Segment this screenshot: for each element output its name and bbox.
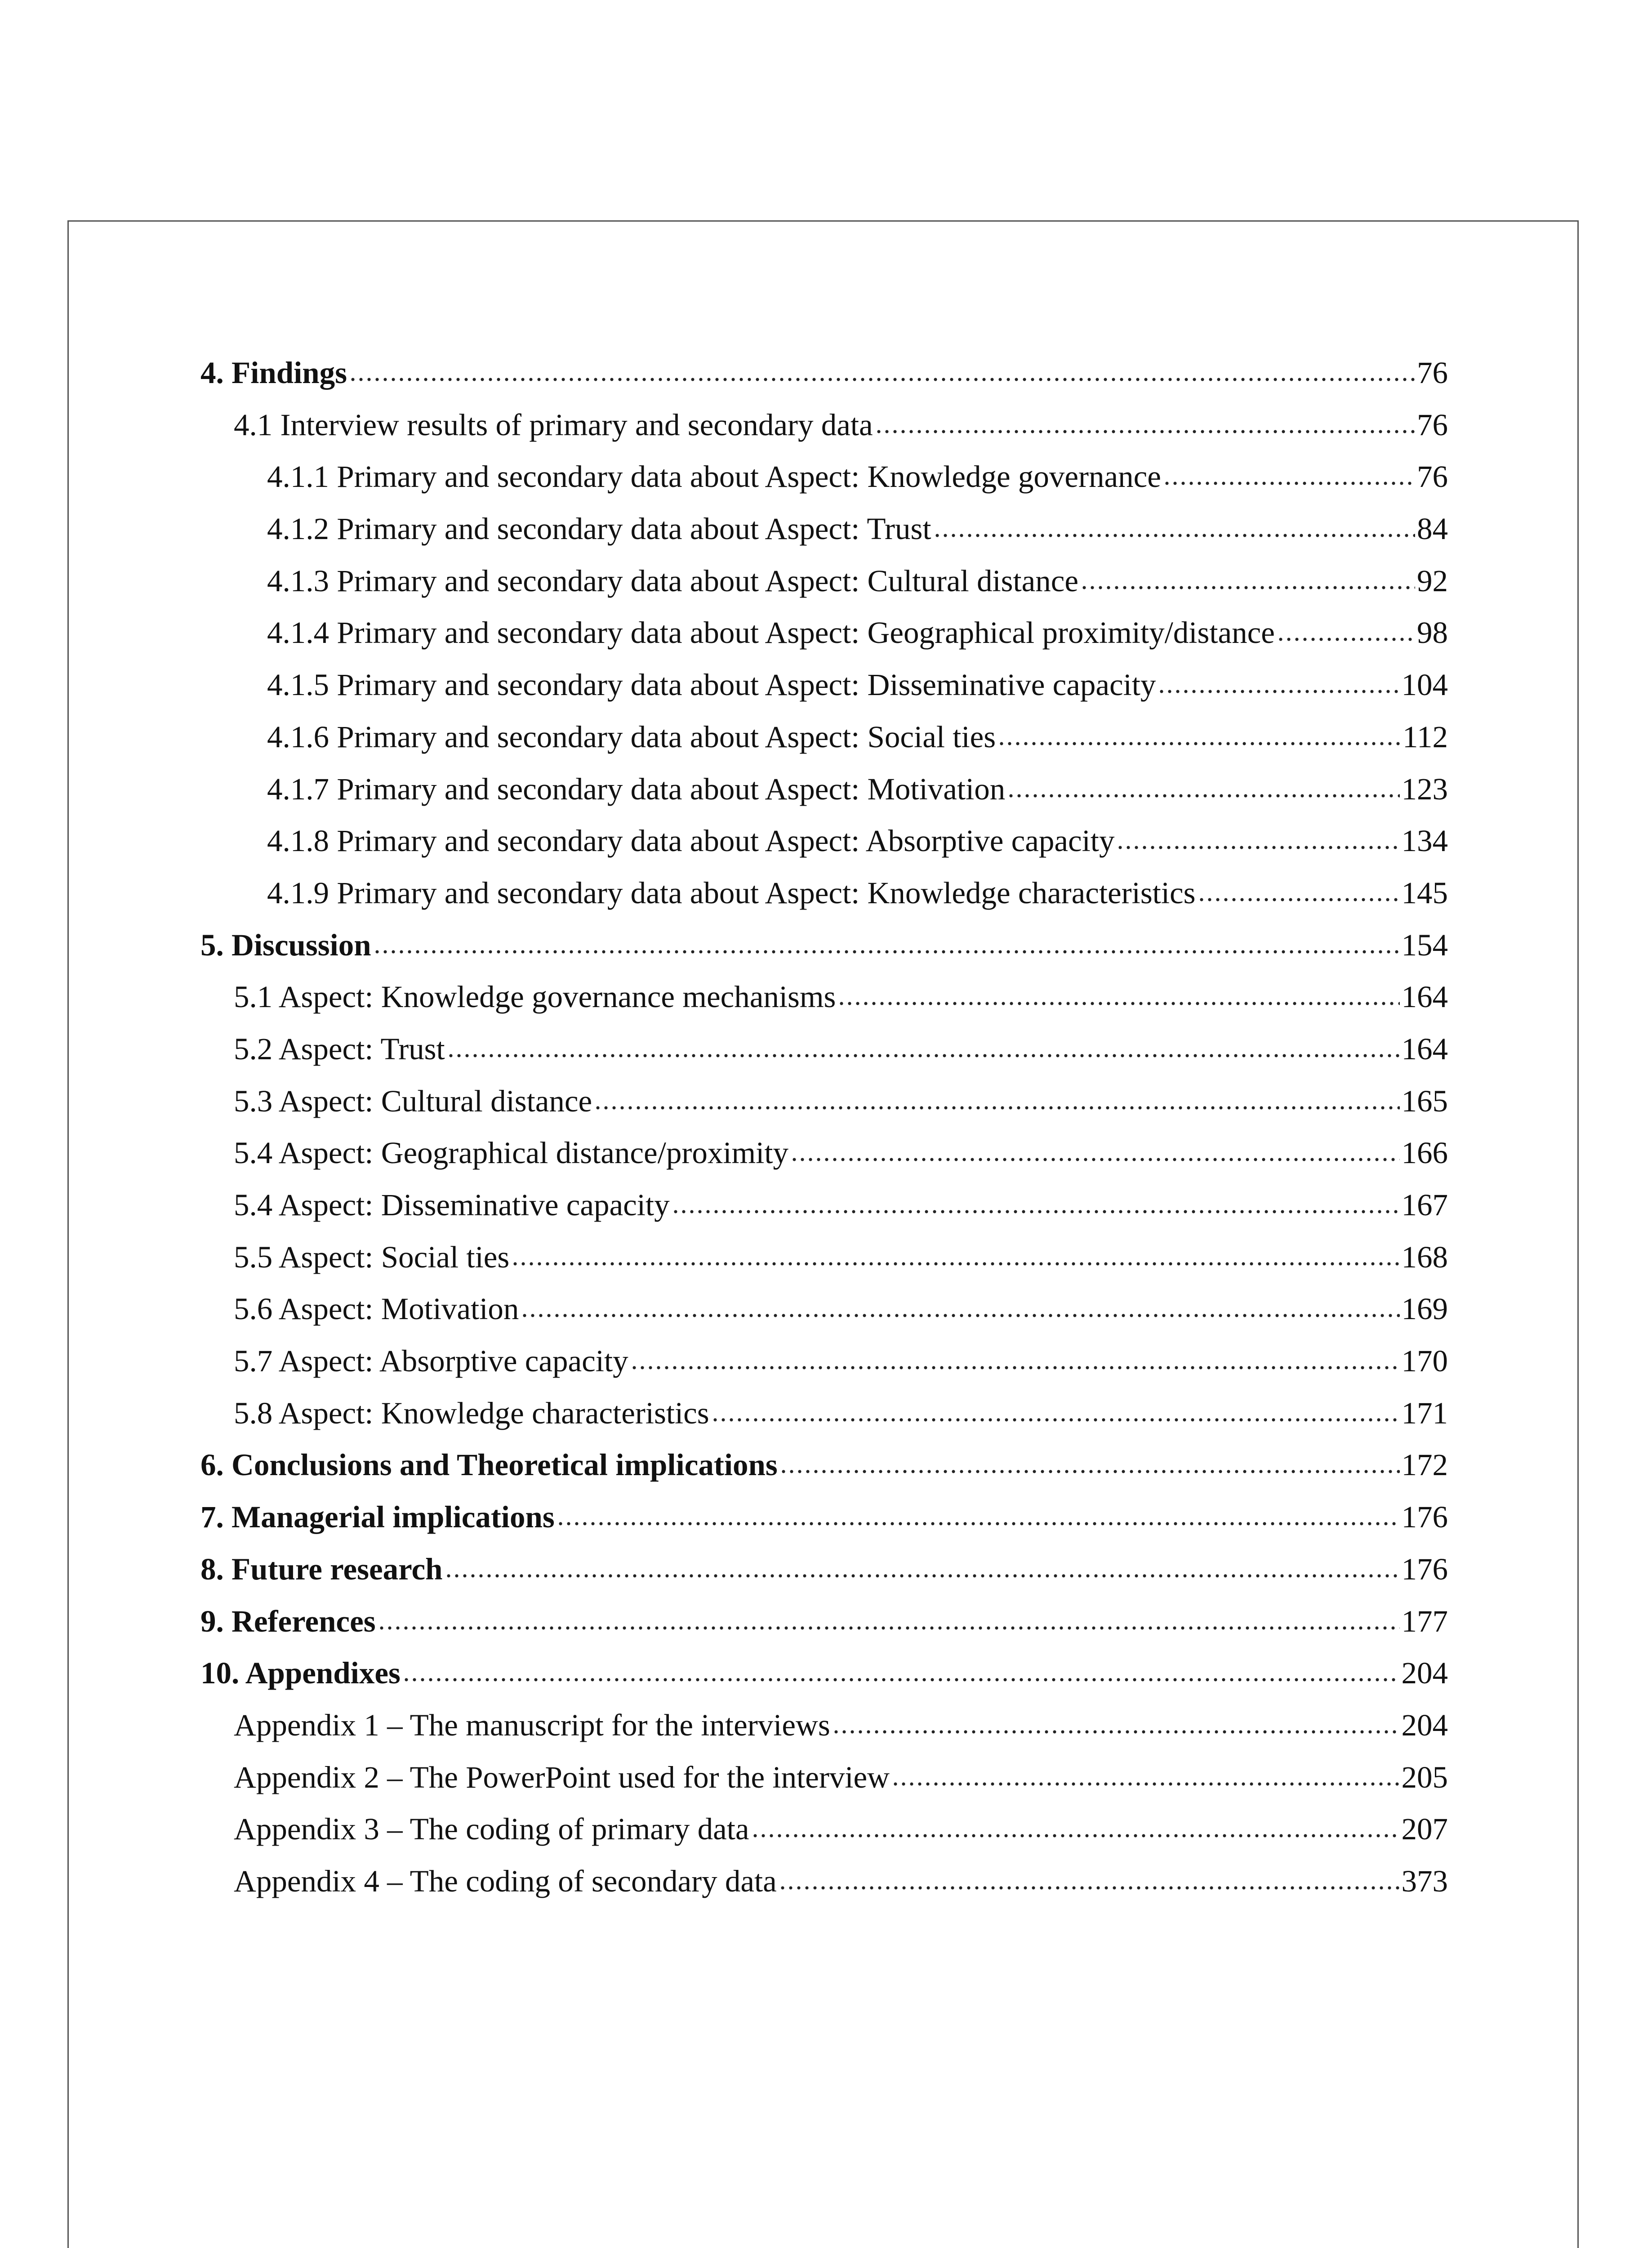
dot-leader bbox=[630, 1365, 1400, 1370]
toc-entry-title: 4.1.1 Primary and secondary data about Aspect: Knowledge governance bbox=[267, 459, 1161, 494]
dot-leader bbox=[1007, 793, 1399, 798]
toc-entry-title: Appendix 3 – The coding of primary data bbox=[234, 1812, 749, 1847]
dot-leader bbox=[1163, 481, 1415, 486]
dot-leader bbox=[933, 533, 1415, 538]
toc-entry-title: 4.1.6 Primary and secondary data about Aspect: Social ties bbox=[267, 719, 996, 754]
toc-entry-title: 7. Managerial implications bbox=[200, 1500, 555, 1534]
toc-entry[interactable] bbox=[200, 451, 1448, 503]
dot-leader bbox=[891, 1781, 1400, 1787]
toc-entry[interactable] bbox=[200, 555, 1448, 607]
toc-entry[interactable] bbox=[200, 711, 1448, 763]
toc-entry-page-number: 123 bbox=[1401, 772, 1448, 806]
dot-leader bbox=[557, 1521, 1400, 1526]
toc-entry-title: Appendix 1 – The manuscript for the interviews bbox=[234, 1708, 830, 1742]
toc-entry[interactable] bbox=[200, 1439, 1448, 1491]
toc-entry[interactable] bbox=[200, 971, 1448, 1023]
toc-entry[interactable] bbox=[200, 1023, 1448, 1075]
toc-entry-page-number: 154 bbox=[1401, 928, 1448, 962]
toc-entry[interactable] bbox=[200, 1075, 1448, 1128]
toc-entry-page-number: 172 bbox=[1401, 1448, 1448, 1482]
dot-leader bbox=[832, 1729, 1400, 1735]
toc-entry-page-number: 134 bbox=[1401, 824, 1448, 858]
toc-entry-page-number: 169 bbox=[1401, 1292, 1448, 1326]
toc-entry-page-number: 207 bbox=[1401, 1812, 1448, 1847]
toc-entry-title: 5.6 Aspect: Motivation bbox=[234, 1292, 519, 1326]
toc-entry-page-number: 177 bbox=[1401, 1604, 1448, 1638]
toc-entry[interactable] bbox=[200, 1231, 1448, 1284]
toc-entry-title: 4.1.4 Primary and secondary data about Aspect: Geographical proximity/distance bbox=[267, 616, 1275, 650]
dot-leader bbox=[779, 1469, 1400, 1474]
toc-entry-page-number: 176 bbox=[1401, 1552, 1448, 1586]
toc-entry-page-number: 171 bbox=[1401, 1396, 1448, 1430]
toc-entry[interactable] bbox=[200, 1855, 1448, 1908]
toc-entry[interactable] bbox=[200, 867, 1448, 919]
toc-entry-page-number: 84 bbox=[1417, 512, 1448, 546]
toc-entry-page-number: 98 bbox=[1417, 616, 1448, 650]
toc-entry-title: 10. Appendixes bbox=[200, 1656, 401, 1690]
toc-entry-title: 5.4 Aspect: Geographical distance/proximity bbox=[234, 1136, 789, 1170]
toc-entry-page-number: 166 bbox=[1401, 1136, 1448, 1170]
toc-entry-title: 6. Conclusions and Theoretical implications bbox=[200, 1448, 778, 1482]
toc-entry[interactable] bbox=[200, 659, 1448, 711]
toc-entry-page-number: 204 bbox=[1401, 1708, 1448, 1742]
toc-entry-title: 4.1.2 Primary and secondary data about Aspect: Trust bbox=[267, 512, 931, 546]
toc-entry-title: 4.1.5 Primary and secondary data about Aspect: Disseminative capacity bbox=[267, 668, 1156, 702]
toc-entry-title: 5. Discussion bbox=[200, 928, 371, 962]
toc-entry-page-number: 112 bbox=[1403, 719, 1448, 754]
dot-leader bbox=[373, 949, 1400, 955]
toc-entry-page-number: 164 bbox=[1401, 1031, 1448, 1066]
toc-entry[interactable] bbox=[200, 399, 1448, 451]
dot-leader bbox=[1080, 585, 1415, 590]
dot-leader bbox=[672, 1209, 1400, 1214]
toc-entry-page-number: 76 bbox=[1417, 356, 1448, 390]
toc-entry-title: 9. References bbox=[200, 1604, 376, 1638]
toc-entry-page-number: 167 bbox=[1401, 1188, 1448, 1222]
toc-entry-title: 5.4 Aspect: Disseminative capacity bbox=[234, 1188, 670, 1222]
dot-leader bbox=[349, 377, 1415, 382]
dot-leader bbox=[1277, 637, 1415, 642]
toc-entry-page-number: 92 bbox=[1417, 563, 1448, 598]
dot-leader bbox=[711, 1417, 1400, 1423]
toc-entry-title: 4.1.3 Primary and secondary data about Aspect: Cultural distance bbox=[267, 563, 1079, 598]
toc-entry[interactable] bbox=[200, 763, 1448, 816]
dot-leader bbox=[997, 741, 1401, 746]
toc-entry-title: 5.1 Aspect: Knowledge governance mechanisms bbox=[234, 980, 836, 1014]
dot-leader bbox=[521, 1313, 1399, 1318]
toc-entry-page-number: 176 bbox=[1401, 1500, 1448, 1534]
dot-leader bbox=[511, 1261, 1399, 1267]
dot-leader bbox=[1198, 897, 1400, 902]
toc-entry-page-number: 168 bbox=[1401, 1240, 1448, 1274]
toc-entry[interactable] bbox=[200, 1387, 1448, 1440]
toc-entry[interactable] bbox=[200, 607, 1448, 659]
dot-leader bbox=[790, 1157, 1399, 1162]
dot-leader bbox=[1116, 845, 1399, 850]
toc-entry[interactable] bbox=[200, 1283, 1448, 1335]
toc-entry-title: 4.1 Interview results of primary and secondary data bbox=[234, 407, 873, 442]
dot-leader bbox=[594, 1105, 1399, 1111]
toc-entry[interactable] bbox=[200, 1752, 1448, 1804]
dot-leader bbox=[447, 1053, 1400, 1058]
toc-entry-title: 8. Future research bbox=[200, 1552, 443, 1586]
dot-leader bbox=[378, 1625, 1400, 1631]
toc-entry[interactable] bbox=[200, 1127, 1448, 1179]
toc-entry[interactable] bbox=[200, 919, 1448, 972]
toc-entry-title: Appendix 2 – The PowerPoint used for the interview bbox=[234, 1760, 890, 1794]
toc-entry[interactable] bbox=[200, 1596, 1448, 1648]
toc-entry-page-number: 145 bbox=[1401, 875, 1448, 910]
dot-leader bbox=[875, 429, 1415, 434]
toc-entry-page-number: 205 bbox=[1401, 1760, 1448, 1794]
toc-entry-page-number: 204 bbox=[1401, 1656, 1448, 1690]
toc-entry[interactable] bbox=[200, 815, 1448, 867]
toc-entry[interactable] bbox=[200, 1543, 1448, 1596]
toc-entry-title: 5.7 Aspect: Absorptive capacity bbox=[234, 1344, 628, 1378]
toc-entry-title: 4.1.7 Primary and secondary data about Aspect: Motivation bbox=[267, 772, 1006, 806]
dot-leader bbox=[837, 1001, 1399, 1006]
toc-entry[interactable] bbox=[200, 1647, 1448, 1699]
toc-entry-title: 5.3 Aspect: Cultural distance bbox=[234, 1084, 592, 1118]
toc-entry-page-number: 76 bbox=[1417, 407, 1448, 442]
toc-entry-title: 4.1.8 Primary and secondary data about Aspect: Absorptive capacity bbox=[267, 824, 1115, 858]
toc-entry-page-number: 373 bbox=[1401, 1864, 1448, 1898]
toc-entry[interactable] bbox=[200, 503, 1448, 555]
dot-leader bbox=[751, 1833, 1400, 1838]
toc-entry[interactable] bbox=[200, 1803, 1448, 1855]
toc-entry-page-number: 170 bbox=[1401, 1344, 1448, 1378]
toc-entry-title: 5.8 Aspect: Knowledge characteristics bbox=[234, 1396, 709, 1430]
dot-leader bbox=[1158, 689, 1399, 694]
toc-entry[interactable] bbox=[200, 1491, 1448, 1543]
toc-entry[interactable] bbox=[200, 1699, 1448, 1752]
toc-entry-title: 4. Findings bbox=[200, 356, 347, 390]
toc-entry-page-number: 76 bbox=[1417, 459, 1448, 494]
dot-leader bbox=[779, 1885, 1400, 1891]
toc-entry-title: 5.5 Aspect: Social ties bbox=[234, 1240, 510, 1274]
table-of-contents bbox=[200, 347, 1448, 1908]
toc-entry-page-number: 104 bbox=[1401, 668, 1448, 702]
toc-entry-title: Appendix 4 – The coding of secondary data bbox=[234, 1864, 777, 1898]
dot-leader bbox=[445, 1573, 1400, 1579]
dot-leader bbox=[402, 1677, 1400, 1682]
toc-entry-title: 5.2 Aspect: Trust bbox=[234, 1031, 445, 1066]
toc-entry-title: 4.1.9 Primary and secondary data about Aspect: Knowledge characteristics bbox=[267, 875, 1196, 910]
toc-entry[interactable] bbox=[200, 1335, 1448, 1387]
toc-entry[interactable] bbox=[200, 1179, 1448, 1231]
toc-entry-page-number: 165 bbox=[1401, 1084, 1448, 1118]
toc-entry[interactable] bbox=[200, 347, 1448, 399]
toc-entry-page-number: 164 bbox=[1401, 980, 1448, 1014]
